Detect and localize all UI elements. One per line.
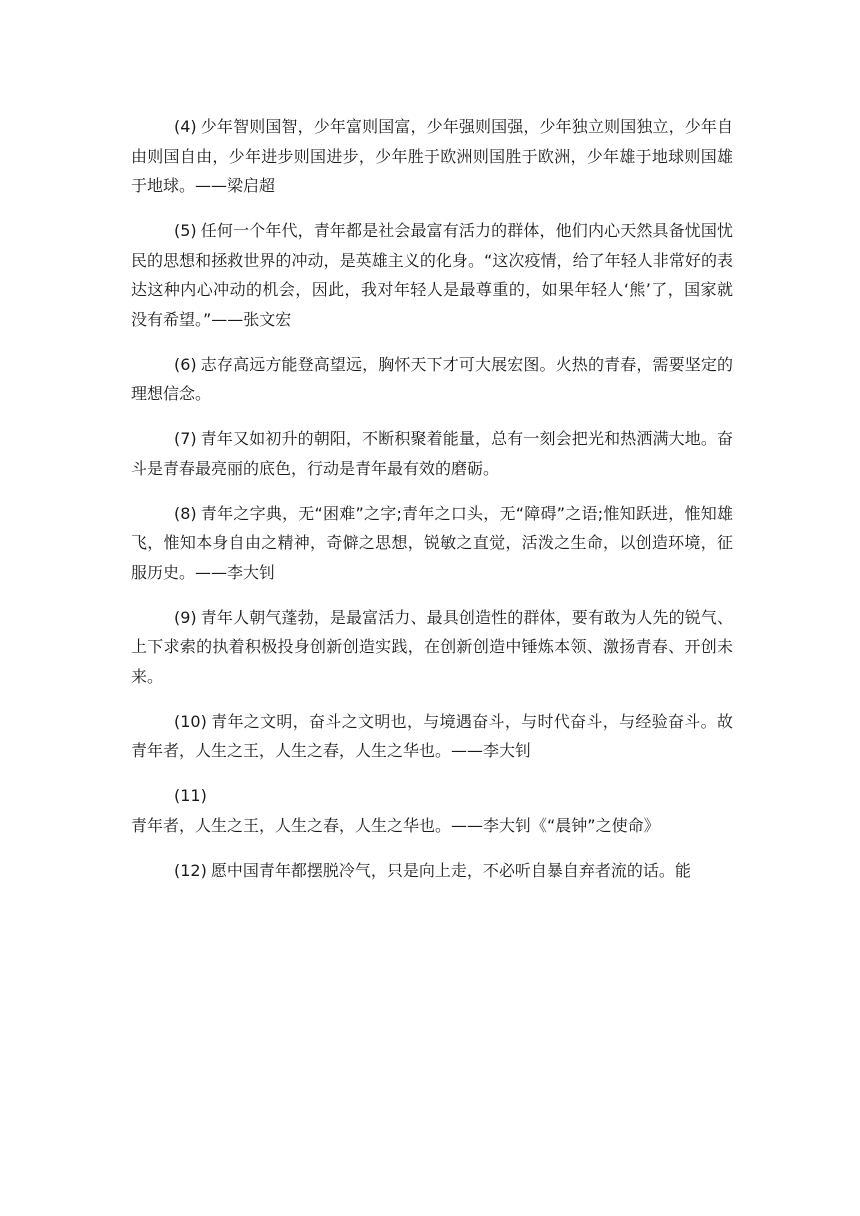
paragraph-text: 愿中国青年都摆脱冷气，只是向上走，不必听自暴自弃者流的话。能 (210, 860, 691, 880)
paragraph-7 (131, 424, 733, 483)
paragraph-text: 青年之字典，无“困难”之字;青年之口头，无“障碍”之语;惟知跃进，惟知雄飞，惟知本身自由之精神，奇僻之思想，锐敏之直觉，活泼之生命，以创造环境，征服历史。——李大钊 (131, 503, 733, 582)
paragraph-number: (12) (174, 860, 207, 880)
paragraph-10 (131, 707, 733, 766)
paragraph-number: (6) (174, 354, 197, 374)
paragraph-text: 任何一个年代，青年都是社会最富有活力的群体，他们内心天然具备忧国忧民的思想和拯救世界的冲动，是英雄主义的化身。“这次疫情，给了年轻人非常好的表达这种内心冲动的机会，因此，我对年轻人是最尊重的，如果年轻人‘熊’了，国家就没有希望。”——张文宏 (131, 221, 733, 329)
paragraph-number: (10) (174, 711, 207, 731)
paragraph-text: 青年又如初升的朝阳，不断积聚着能量，总有一刻会把光和热洒满大地。奋斗是青春最亮丽的底色，行动是青年最有效的磨砺。 (131, 429, 733, 478)
paragraph-number: (9) (174, 607, 197, 627)
paragraph-text: 志存高远方能登高望远，胸怀天下才可大展宏图。火热的青春，需要坚定的理想信念。 (131, 354, 733, 403)
paragraph-number: (4) (174, 117, 197, 136)
paragraph-4 (131, 112, 733, 201)
paragraph-5 (131, 216, 733, 334)
paragraph-number: (7) (174, 429, 197, 448)
paragraph-text: 青年人朝气蓬勃，是最富活力、最具创造性的群体，要有敢为人先的锐气、上下求索的执着积极投身创新创造实践，在创新创造中锤炼本领、激扬青春、开创未来。 (131, 607, 733, 686)
paragraph-11 (131, 781, 733, 840)
paragraph-number: (5) (174, 221, 197, 240)
paragraph-number: (8) (174, 503, 197, 523)
paragraph-number: (11) (174, 786, 207, 805)
paragraph-6 (131, 350, 733, 409)
document-body (131, 112, 733, 901)
paragraph-8 (131, 499, 733, 588)
paragraph-9 (131, 603, 733, 692)
paragraph-12 (131, 856, 733, 886)
paragraph-text: 青年者，人生之王，人生之春，人生之华也。——李大钊《“晨钟”之使命》 (131, 815, 660, 835)
paragraph-text: 青年之文明，奋斗之文明也，与境遇奋斗，与时代奋斗，与经验奋斗。故青年者，人生之王，人生之春，人生之华也。——李大钊 (131, 711, 733, 760)
paragraph-text: 少年智则国智，少年富则国富，少年强则国强，少年独立则国独立，少年自由则国自由，少年进步则国进步，少年胜于欧洲则国胜于欧洲，少年雄于地球则国雄于地球。——梁启超 (131, 117, 733, 195)
